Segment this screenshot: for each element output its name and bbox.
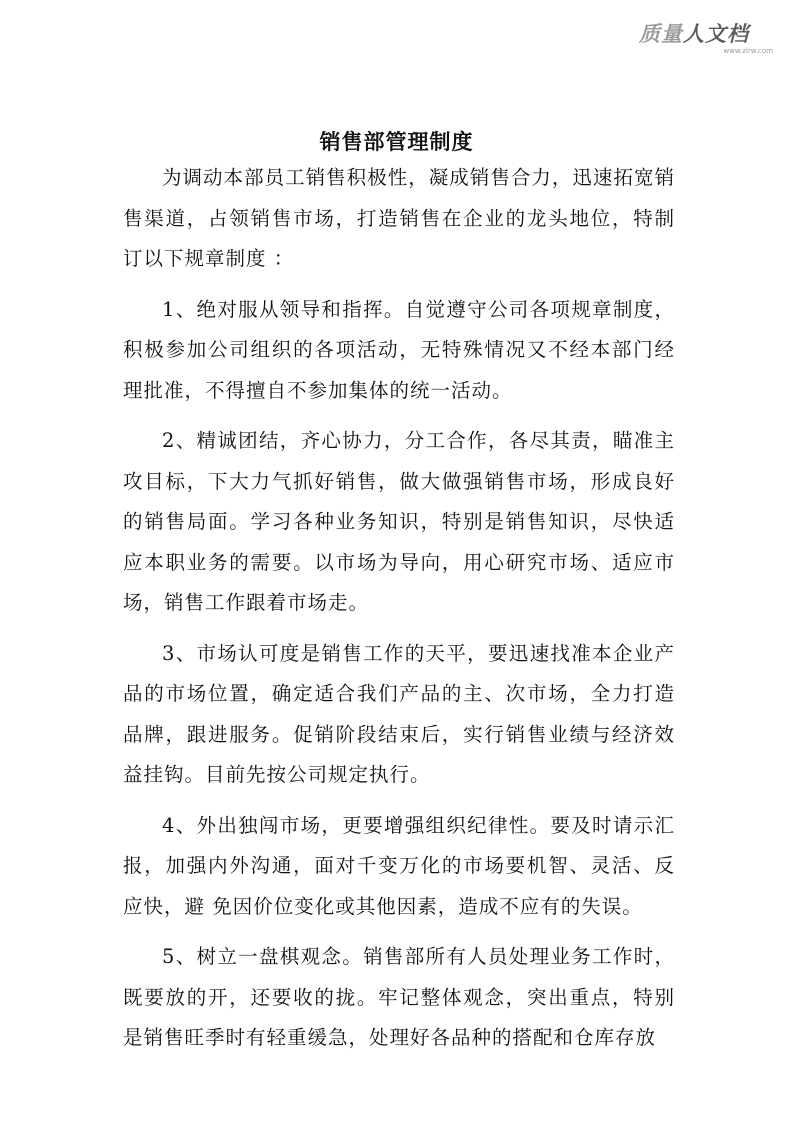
paragraph-rule-1: 1、绝对服从领导和指挥。自觉遵守公司各项规章制度，积极参加公司组织的各项活动，无特殊情况又不经本部门经理批准，不得擅自不参加集体的统一活动。 xyxy=(123,297,675,402)
watermark-logo xyxy=(639,22,779,66)
paragraph-rule-5: 5、树立一盘棋观念。销售部所有人员处理业务工作时，既要放的开，还要收的拢。牢记整体观念，突出重点，特别是销售旺季时有轻重缓急，处理好各品种的搭配和仓库存放 xyxy=(123,945,675,1049)
paragraph-rule-2: 2、精诚团结，齐心协力，分工合作，各尽其责，瞄准主攻目标，下大力气抓好销售，做大做强销售市场，形成良好的销售局面。学习各种业务知识，特别是销售知识，尽快适应本职业务的需要。以市场为导向，用心研究市场、适应市场，销售工作跟着市场走。 xyxy=(123,429,675,614)
logo-text-part1: 质量 xyxy=(639,22,683,46)
paragraph-intro: 为调动本部员工销售积极性，凝成销售合力，迅速拓宽销售渠道，占领销售市场，打造销售在企业的龙头地位，特制订以下规章制度 ： xyxy=(123,166,675,270)
document-body xyxy=(123,158,675,1059)
page-title: 销售部管理制度 xyxy=(319,129,474,154)
logo-text-part2: 人文档 xyxy=(683,22,749,46)
logo-url: www.zlrw.com xyxy=(723,47,773,55)
logo-wordmark xyxy=(639,22,779,46)
paragraph-rule-4: 4、外出独闯市场，更要增强组织纪律性。要及时请示汇报，加强内外沟通，面对千变万化的市场要机智、灵活、反应快，避 免因价位变化或其他因素，造成不应有的失误。 xyxy=(123,813,675,918)
paragraph-rule-3: 3、市场认可度是销售工作的天平，要迅速找准本企业产品的市场位置，确定适合我们产品的主、次市场，全力打造品牌，跟进服务。促销阶段结束后，实行销售业绩与经济效益挂钩。目前先按公司规定执行。 xyxy=(123,641,675,786)
